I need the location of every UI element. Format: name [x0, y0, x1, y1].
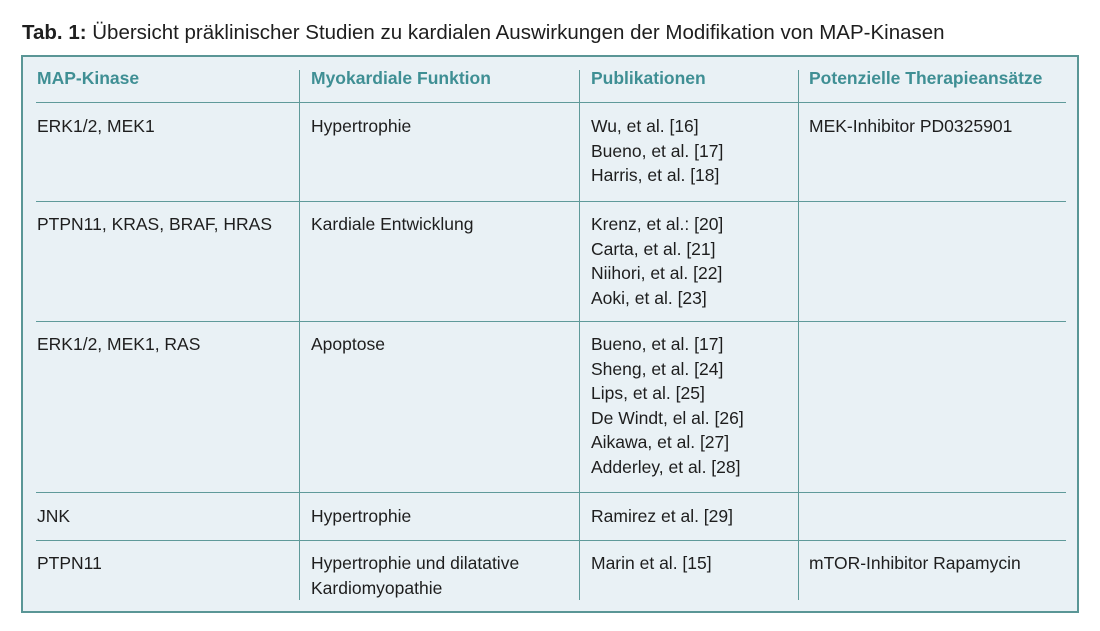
cell-kinase: PTPN11, KRAS, BRAF, HRAS [37, 214, 273, 234]
publication-entry: Niihori, et al. [22] [591, 263, 723, 283]
publication-entry: Ramirez et al. [29] [591, 506, 733, 526]
function-line: Kardiomyopathie [311, 577, 443, 598]
publication-entry: De Windt, el al. [26] [591, 407, 744, 428]
row-divider [36, 201, 1066, 202]
table-caption [22, 20, 945, 46]
publication-entry: Krenz, et al.: [20] [591, 214, 724, 234]
publication-entry: Bueno, et al. [17] [591, 140, 724, 161]
caption-label: Tab. 1: [22, 21, 87, 44]
publication-entry: Lips, et al. [25] [591, 383, 705, 403]
cell-therapy: mTOR-Inhibitor Rapamycin [809, 553, 1021, 573]
publication-entry: Adderley, et al. [28] [591, 456, 741, 477]
column-header-myokardiale-funktion: Myokardiale Funktion [311, 68, 491, 88]
function-line: Hypertrophie [311, 506, 412, 526]
publication-entry: Aikawa, et al. [27] [591, 432, 730, 452]
column-header-map-kinase: MAP-Kinase [37, 68, 140, 88]
data-table [21, 55, 1079, 613]
cell-function [311, 332, 385, 357]
function-line: Apoptose [311, 334, 385, 354]
publication-entry: Wu, et al. [16] [591, 116, 699, 136]
cell-publications [591, 504, 733, 529]
caption-text: Übersicht präklinischer Studien zu kardialen Auswirkungen der Modifikation von MAP-Kinasen [86, 21, 945, 44]
publication-entry: Sheng, et al. [24] [591, 358, 724, 379]
column-header-publikationen: Publikationen [591, 68, 706, 88]
cell-kinase: JNK [37, 506, 71, 526]
cell-publications [591, 212, 723, 310]
cell-publications [591, 551, 712, 576]
column-divider [299, 70, 300, 600]
row-divider [36, 492, 1066, 493]
cell-kinase: ERK1/2, MEK1, RAS [37, 334, 201, 354]
row-divider [36, 540, 1066, 541]
cell-therapy: MEK-Inhibitor PD0325901 [809, 116, 1013, 136]
cell-function [311, 504, 411, 529]
function-line: Kardiale Entwicklung [311, 214, 474, 234]
publication-entry: Carta, et al. [21] [591, 238, 716, 259]
row-divider [36, 321, 1066, 322]
column-header-therapieansaetze: Potenzielle Therapieansätze [809, 68, 1043, 88]
cell-function [311, 551, 519, 600]
header-divider [36, 102, 1066, 103]
cell-kinase: PTPN11 [37, 553, 102, 573]
function-line: Hypertrophie [311, 116, 412, 136]
cell-function [311, 212, 473, 237]
publication-entry: Marin et al. [15] [591, 553, 712, 573]
column-divider [798, 70, 799, 600]
function-line: Hypertrophie und dilatative [311, 553, 520, 573]
publication-entry: Bueno, et al. [17] [591, 334, 724, 354]
cell-publications [591, 332, 744, 479]
cell-function [311, 114, 411, 139]
column-divider [579, 70, 580, 600]
cell-publications [591, 114, 723, 188]
publication-entry: Harris, et al. [18] [591, 165, 720, 185]
publication-entry: Aoki, et al. [23] [591, 287, 707, 308]
cell-kinase: ERK1/2, MEK1 [37, 116, 155, 136]
